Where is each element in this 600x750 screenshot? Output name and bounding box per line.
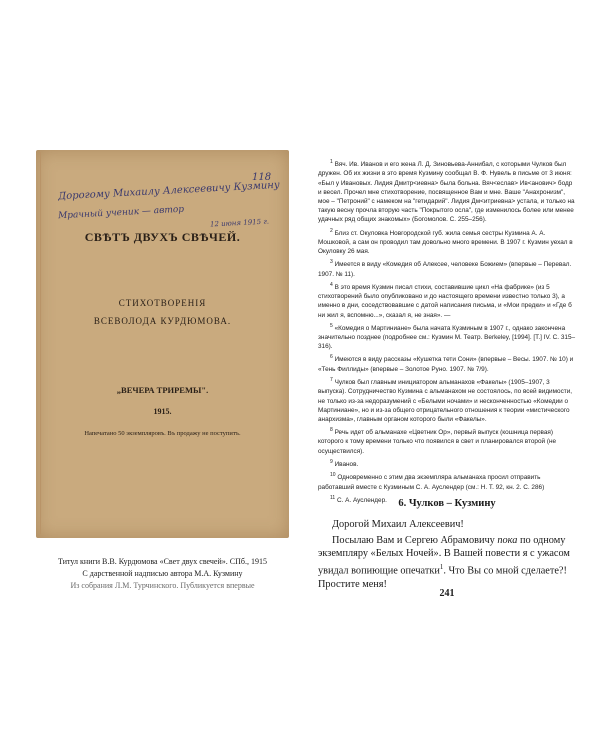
- footnote: $^{11}$ С. А. Ауслендер.: [330, 494, 387, 504]
- footnote: $^5$ «Комедия о Мартиниане» была начата Кузминым в 1907 г., однако закончена значительно позднее (подробнее см.: Кузмин М. Театр. Berkeley, [1994]. [Т.] IV. С. 315–316).: [318, 322, 576, 351]
- book-print-note: Напечатано 50 экземпляровъ. Въ продажу не поступитъ.: [84, 430, 241, 437]
- handwritten-number: 118: [252, 172, 272, 183]
- book-year: 1915.: [153, 407, 172, 416]
- section-title: 6. Чулков – Кузмину: [398, 498, 496, 509]
- book-publisher: „ВЕЧЕРА ТРИРЕМЫ".: [116, 385, 209, 395]
- footnote: $^7$ Чулков был главным инициатором альманахов «Факелы» (1905–1907, 3 выпуска). Сотрудничество Кузмина с альманахом не состоялось, по всей видимости, не только из-за недоразумений с «Белыми ночами» и несконченностью «Комедии о Мартиниане», но и из-за общего отрицательного отношения к теории «мистического анархизма», главным органом которого были «Факелы».: [318, 377, 573, 423]
- page-number: 241: [439, 588, 455, 599]
- footnote: $^8$ Речь идет об альманахе «Цветник Ор», первый выпуск (кошница первая) которого к тому времени только что появился в свет и планировался второй (не осуществился).: [318, 427, 557, 455]
- book-subtitle-2: ВСЕВОЛОДА КУРДЮМОВА.: [93, 316, 232, 326]
- caption-line-2: С дарственной надписью автора М.А. Кузмину: [82, 569, 243, 578]
- handwritten-dedication-line2: Мрачный ученик — автор: [57, 204, 185, 222]
- footnote: $^9$ Иванов.: [330, 458, 359, 469]
- book-title: СВѢТЪ ДВУХЪ СВѢЧЕЙ.: [84, 230, 241, 244]
- footnote: $^{10}$ Одновременно с этим два экземпляра альманаха просил отправить работавший вместе с Кузминым С. А. Ауслендер (см.: Н. Т. 92, кн. 2. С. 286): [318, 472, 545, 491]
- footnote: $^6$ Имеются в виду рассказы «Кушетка тети Сони» (впервые – Весы. 1907. № 10) и «Тень Филлиды» (впервые – Золотое Руно. 1907. № 7/9).: [318, 354, 574, 373]
- caption-line-3: Из собрания Л.М. Турчинского. Публикуется впервые: [70, 581, 255, 590]
- book-subtitle-1: СТИХОТВОРЕНIЯ: [118, 298, 207, 308]
- caption-line-1: Титул книги В.В. Курдюмова «Свет двух свечей». СПб., 1915: [58, 557, 267, 566]
- letter-greeting: Дорогой Михаил Алексеевич!: [332, 519, 464, 530]
- handwritten-date: 12 июня 1915 г.: [209, 217, 270, 229]
- letter-paragraph: Посылаю Вам и Сергею Абрамовичу пока по одному экземпляру «Белых Ночей». В Вашей повести я с ужасом увидал вопиющие опечатки$^1$. Что Вы со мной сделаете?! Простите меня!: [318, 535, 570, 590]
- footnote: $^3$ Имеется в виду «Комедия об Алексее, человеке Божием» (впервые – Перевал. 1907. № 11).: [318, 259, 572, 278]
- footnotes: [318, 158, 576, 507]
- footnote: $^1$ Вяч. Ив. Иванов и его жена Л. Д. Зиновьева-Аннибал, с которыми Чулков был дружен. Об их жизни в это время Кузмину сообщал В. Ф. Нувель в письме от 3 июня: «Был у Ивановых. Лидия Дмитр<иевна> была больна. Вяч<еслав> Ив<анович> бодр и весел. Прочел мне стихотворение, посвященное Вам и мне. Ваше "Анахронизм", мое – "Петроний" с намеком на "гетидарий". Лидия Дм<итриевна> устала, и только на такую весну прочла вторую часть "Покрытого осла", где изменилось более или менее удачных ряд общих знакомых» (Богомолов. С. 255–256).: [318, 159, 575, 224]
- footnote: $^2$ Близ ст. Окуловка Новгородской губ. жила семья сестры Кузмина А. А. Мошковой, а сам он проводил там довольно много времени. В 1907 г. Кузмин уехал в Окуловку 26 мая.: [318, 227, 573, 256]
- handwritten-dedication-line1: Дорогому Михаилу Алексеевичу Кузмину: [57, 179, 280, 203]
- footnote: $^4$ В это время Кузмин писал стихи, составившие цикл «На фабрике» (из 5 стихотворений было опубликовано и до настоящего времени известно только 3), а именно в дни, соседствовавшие с датой написания письма, и «Мои предки» и «Где б ни жил я, вспомню...», сказал я, не зная». —: [318, 281, 572, 319]
